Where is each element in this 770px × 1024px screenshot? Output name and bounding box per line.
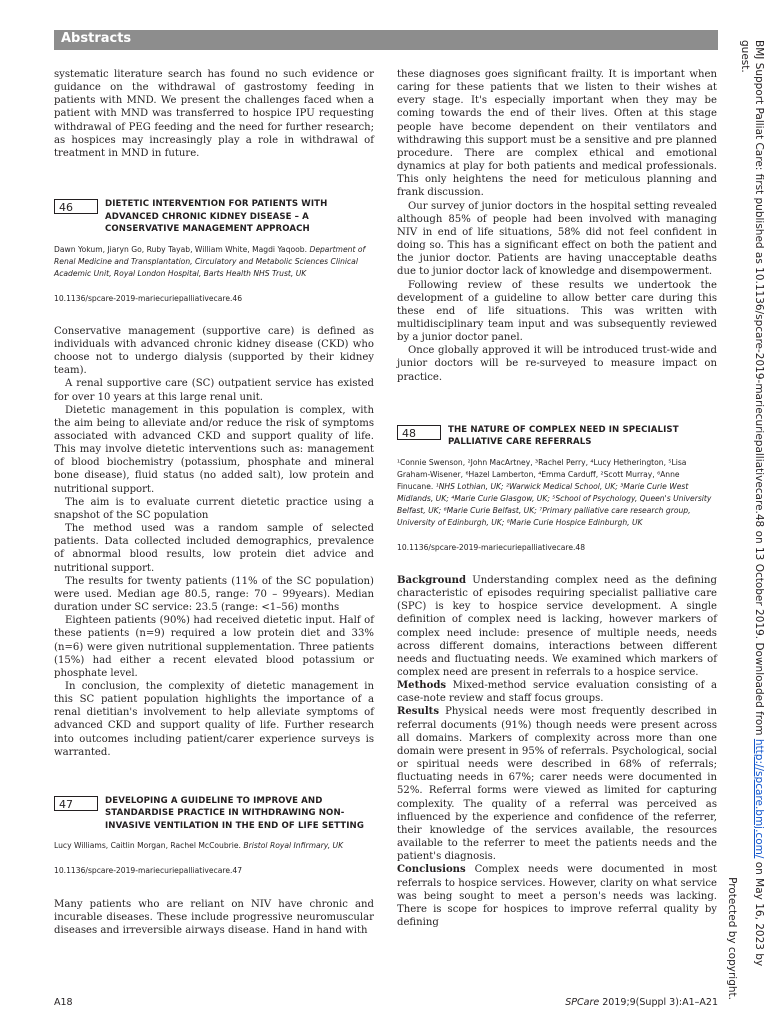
abstract-title: DIETETIC INTERVENTION FOR PATIENTS WITH ADVANCED CHRONIC KIDNEY DISEASE – A CONSERVATIVE MANAGEMENT APPROACH bbox=[105, 199, 328, 235]
abstract-authors bbox=[54, 840, 374, 852]
journal-citation bbox=[565, 997, 718, 1008]
doi: 10.1136/spcare-2019-mariecuriepalliativecare.46 bbox=[54, 293, 243, 303]
section-text: Mixed-method service evaluation consisting of a case-note review and staff focus groups. bbox=[397, 680, 717, 705]
side-notice-text: BMJ Support Palliat Care: first published as 10.1136/spcare-2019-mariecuriepalliativecare.48 on 13 October 2019. Downloaded from bbox=[753, 40, 765, 739]
abstract-number: 47 bbox=[54, 796, 98, 811]
doi: 10.1136/spcare-2019-mariecuriepalliativecare.47 bbox=[54, 866, 243, 876]
right-column bbox=[397, 68, 717, 929]
section-header-bar bbox=[54, 30, 718, 50]
paragraph: The results for twenty patients (11% of the SC population) were used. Median age 80.5, range: 70 – 99years). Median duration under SC service: 23.5 (range: <1–56) months bbox=[54, 575, 374, 614]
section-text: Physical needs were most frequently described in referral documents (91%) though needs were present across all domains. Markers of complexity across more than one domain were present in 95% of referrals. Psychological, social or spiritual needs were described in 68% of referrals; fluctuating needs in 67%; carer needs were documented in 52%. Referral forms were viewed as limited for capturing complexity. The quality of a referral was perceived as influenced by the experience and confidence of the referrer, their knowledge of the services available, the resources available to the referrer to meet the patients needs and the patient's diagnosis. bbox=[397, 706, 717, 863]
abstract-authors bbox=[397, 457, 717, 529]
affiliation: Bristol Royal Infirmary, UK bbox=[243, 841, 344, 851]
paragraph: The aim is to evaluate current dietetic practice using a snapshot of the SC population bbox=[54, 496, 374, 521]
abstract-48 bbox=[397, 424, 717, 929]
section-heading: Results bbox=[397, 706, 440, 718]
paragraph: A renal supportive care (SC) outpatient service has existed for over 10 years at this large renal unit. bbox=[54, 378, 374, 403]
abstract-title: DEVELOPING A GUIDELINE TO IMPROVE AND STANDARDISE PRACTICE IN WITHDRAWING NON-INVASIVE VENTILATION IN THE END OF LIFE SETTING bbox=[105, 795, 364, 831]
side-notice-text: on May 16, 2023 by guest. bbox=[739, 40, 765, 967]
paragraph: Once globally approved it will be introduced trust-wide and junior doctors will be re-surveyed to measure impact on practice. bbox=[397, 345, 717, 383]
section-title: Abstracts bbox=[61, 31, 132, 46]
section-text: Complex needs were documented in most referrals to hospice services. However, clarity on what service was being sought to meet a person's needs was lacking. There is scope for hospices to improve referral quality by defining bbox=[397, 864, 717, 928]
doi: 10.1136/spcare-2019-mariecuriepalliativecare.48 bbox=[397, 542, 586, 552]
carryover-paragraph: systematic literature search has found no such evidence or guidance on the withdrawal of gastrostomy feeding in patients with MND. We present the challenges faced when a patient with MND was transferred to hospice IPU requesting withdrawal of PEG feeding and the need for further research; as hospices may increasingly play a role in withdrawal of treatment in MND in future. bbox=[54, 69, 374, 159]
paragraph: Dietetic management in this population is complex, with the aim being to alleviate and/or reduce the risk of symptoms associated with advanced CKD and support quality of life. This may involve dietetic interventions such as: management of blood biochemistry (potassium, phosphate and mineral bone disease), fluid status (no added salt), low protein and nutritional support. bbox=[54, 404, 374, 495]
page-number: A18 bbox=[54, 997, 73, 1008]
abstract-number: 48 bbox=[397, 425, 441, 440]
abstract-46 bbox=[54, 198, 374, 759]
abstract-number: 46 bbox=[54, 199, 98, 214]
journal-name: SPCare bbox=[565, 997, 600, 1008]
paragraph: The method used was a random sample of selected patients. Data collected included demographics, prevalence of abnormal blood results, low protein diet advice and nutritional support. bbox=[54, 523, 374, 574]
abstract-47 bbox=[54, 795, 374, 937]
spcare-link[interactable]: http://spcare.bmj.com/ bbox=[753, 738, 765, 859]
copyright-side-notice bbox=[726, 40, 765, 1000]
side-notice-line-1 bbox=[738, 40, 765, 1000]
section-background bbox=[397, 574, 717, 679]
section-methods bbox=[397, 679, 717, 705]
section-heading: Conclusions bbox=[397, 864, 466, 876]
abstract-title: THE NATURE OF COMPLEX NEED IN SPECIALIST PALLIATIVE CARE REFERRALS bbox=[448, 424, 679, 448]
affiliation: ¹NHS Lothian, UK; ²Warwick Medical School, UK; ³Marie Curie West Midlands, UK; ⁴Marie Curie Glasgow, UK; ⁵School of Psychology, Queen's University Belfast, UK; ⁶Marie Curie Belfast, UK; ⁷Primary palliative care research group, University of Edinburgh, UK; ⁸Marie Curie Hospice Edinburgh, UK bbox=[397, 481, 712, 527]
citation-details: 2019;9(Suppl 3):A1–A21 bbox=[602, 997, 718, 1008]
section-heading: Background bbox=[397, 574, 467, 586]
paragraph: Eighteen patients (90%) had received dietetic input. Half of these patients (n=9) required a low protein diet and 33% (n=6) were given nutritional supplementation. Three patients (15%) had either a recent elevated blood potassium or phosphate level. bbox=[54, 615, 374, 679]
section-text: Understanding complex need as the defining characteristic of episodes requiring specialist palliative care (SPC) is key to hospice service development. A single definition of complex need is lacking, however markers of complex need include: presence of multiple needs, needs across different domains, interactions between different needs and fluctuating needs. We examined which markers of complex need are present in referrals to a hospice service. bbox=[397, 574, 717, 678]
author-list: ¹Connie Swenson, ²John MacArtney, ³Rachel Perry, ⁴Lucy Hetherington, ⁵Lisa Graham-Wisener, ⁶Hazel Lamberton, ⁴Emma Carduff, ²Scott Murray, ⁶Anne Finucane. bbox=[397, 457, 687, 491]
paragraph: In conclusion, the complexity of dietetic management in this SC patient population highlights the importance of a renal dietitian's involvement to help alleviate symptoms of advanced CKD and support quality of life. Further research into outcomes including patient/carer experience surveys is warranted. bbox=[54, 680, 374, 758]
author-list: Dawn Yokum, Jiaryn Go, Ruby Tayab, William White, Magdi Yaqoob. bbox=[54, 244, 308, 254]
paragraph: these diagnoses goes significant frailty. It is important when caring for these patients that we listen to their wishes at every stage. It's especially important when they may be coming towards the end of their lives. Often at this stage people have become dependent on their ventilators and withdrawing this support must be a sensitive and pre planned procedure. There are complex ethical and emotional dynamics at play for both patients and medical professionals. This only heightens the need for meticulous planning and frank discussion. bbox=[397, 69, 717, 199]
affiliation: Department of Renal Medicine and Transplantation, Circulatory and Metabolic Sciences Clinical Academic Unit, Royal London Hospital, Barts Health NHS Trust, UK bbox=[54, 244, 366, 278]
abstract-authors bbox=[54, 244, 374, 280]
paragraph: Conservative management (supportive care) is defined as individuals with advanced chronic kidney disease (CKD) who choose not to undergo dialysis (supported by their kidney team). bbox=[54, 325, 374, 377]
paragraph: Our survey of junior doctors in the hospital setting revealed although 85% of people had been involved with managing NIV in end of life situations, 58% did not feel confident in doing so. This has a significant effect on both the patient and the junior doctor. Patients are having unacceptable deaths due to junior doctor lack of knowledge and disempowerment. bbox=[397, 200, 717, 278]
paragraph: Many patients who are reliant on NIV have chronic and incurable diseases. These include progressive neuromuscular diseases and irreversible airways disease. Hand in hand with bbox=[54, 898, 374, 936]
paragraph: Following review of these results we undertook the development of a guideline to allow better care during this these end of life situations. This was written with multidisciplinary team input and was subsequently reviewed by a junior doctor panel. bbox=[397, 279, 717, 344]
section-heading: Methods bbox=[397, 680, 447, 692]
section-results bbox=[397, 705, 717, 863]
side-notice-line-2: Protected by copyright. bbox=[726, 877, 738, 1000]
author-list: Lucy Williams, Caitlin Morgan, Rachel McCoubrie. bbox=[54, 841, 241, 851]
section-conclusions bbox=[397, 863, 717, 929]
left-column bbox=[54, 68, 374, 937]
